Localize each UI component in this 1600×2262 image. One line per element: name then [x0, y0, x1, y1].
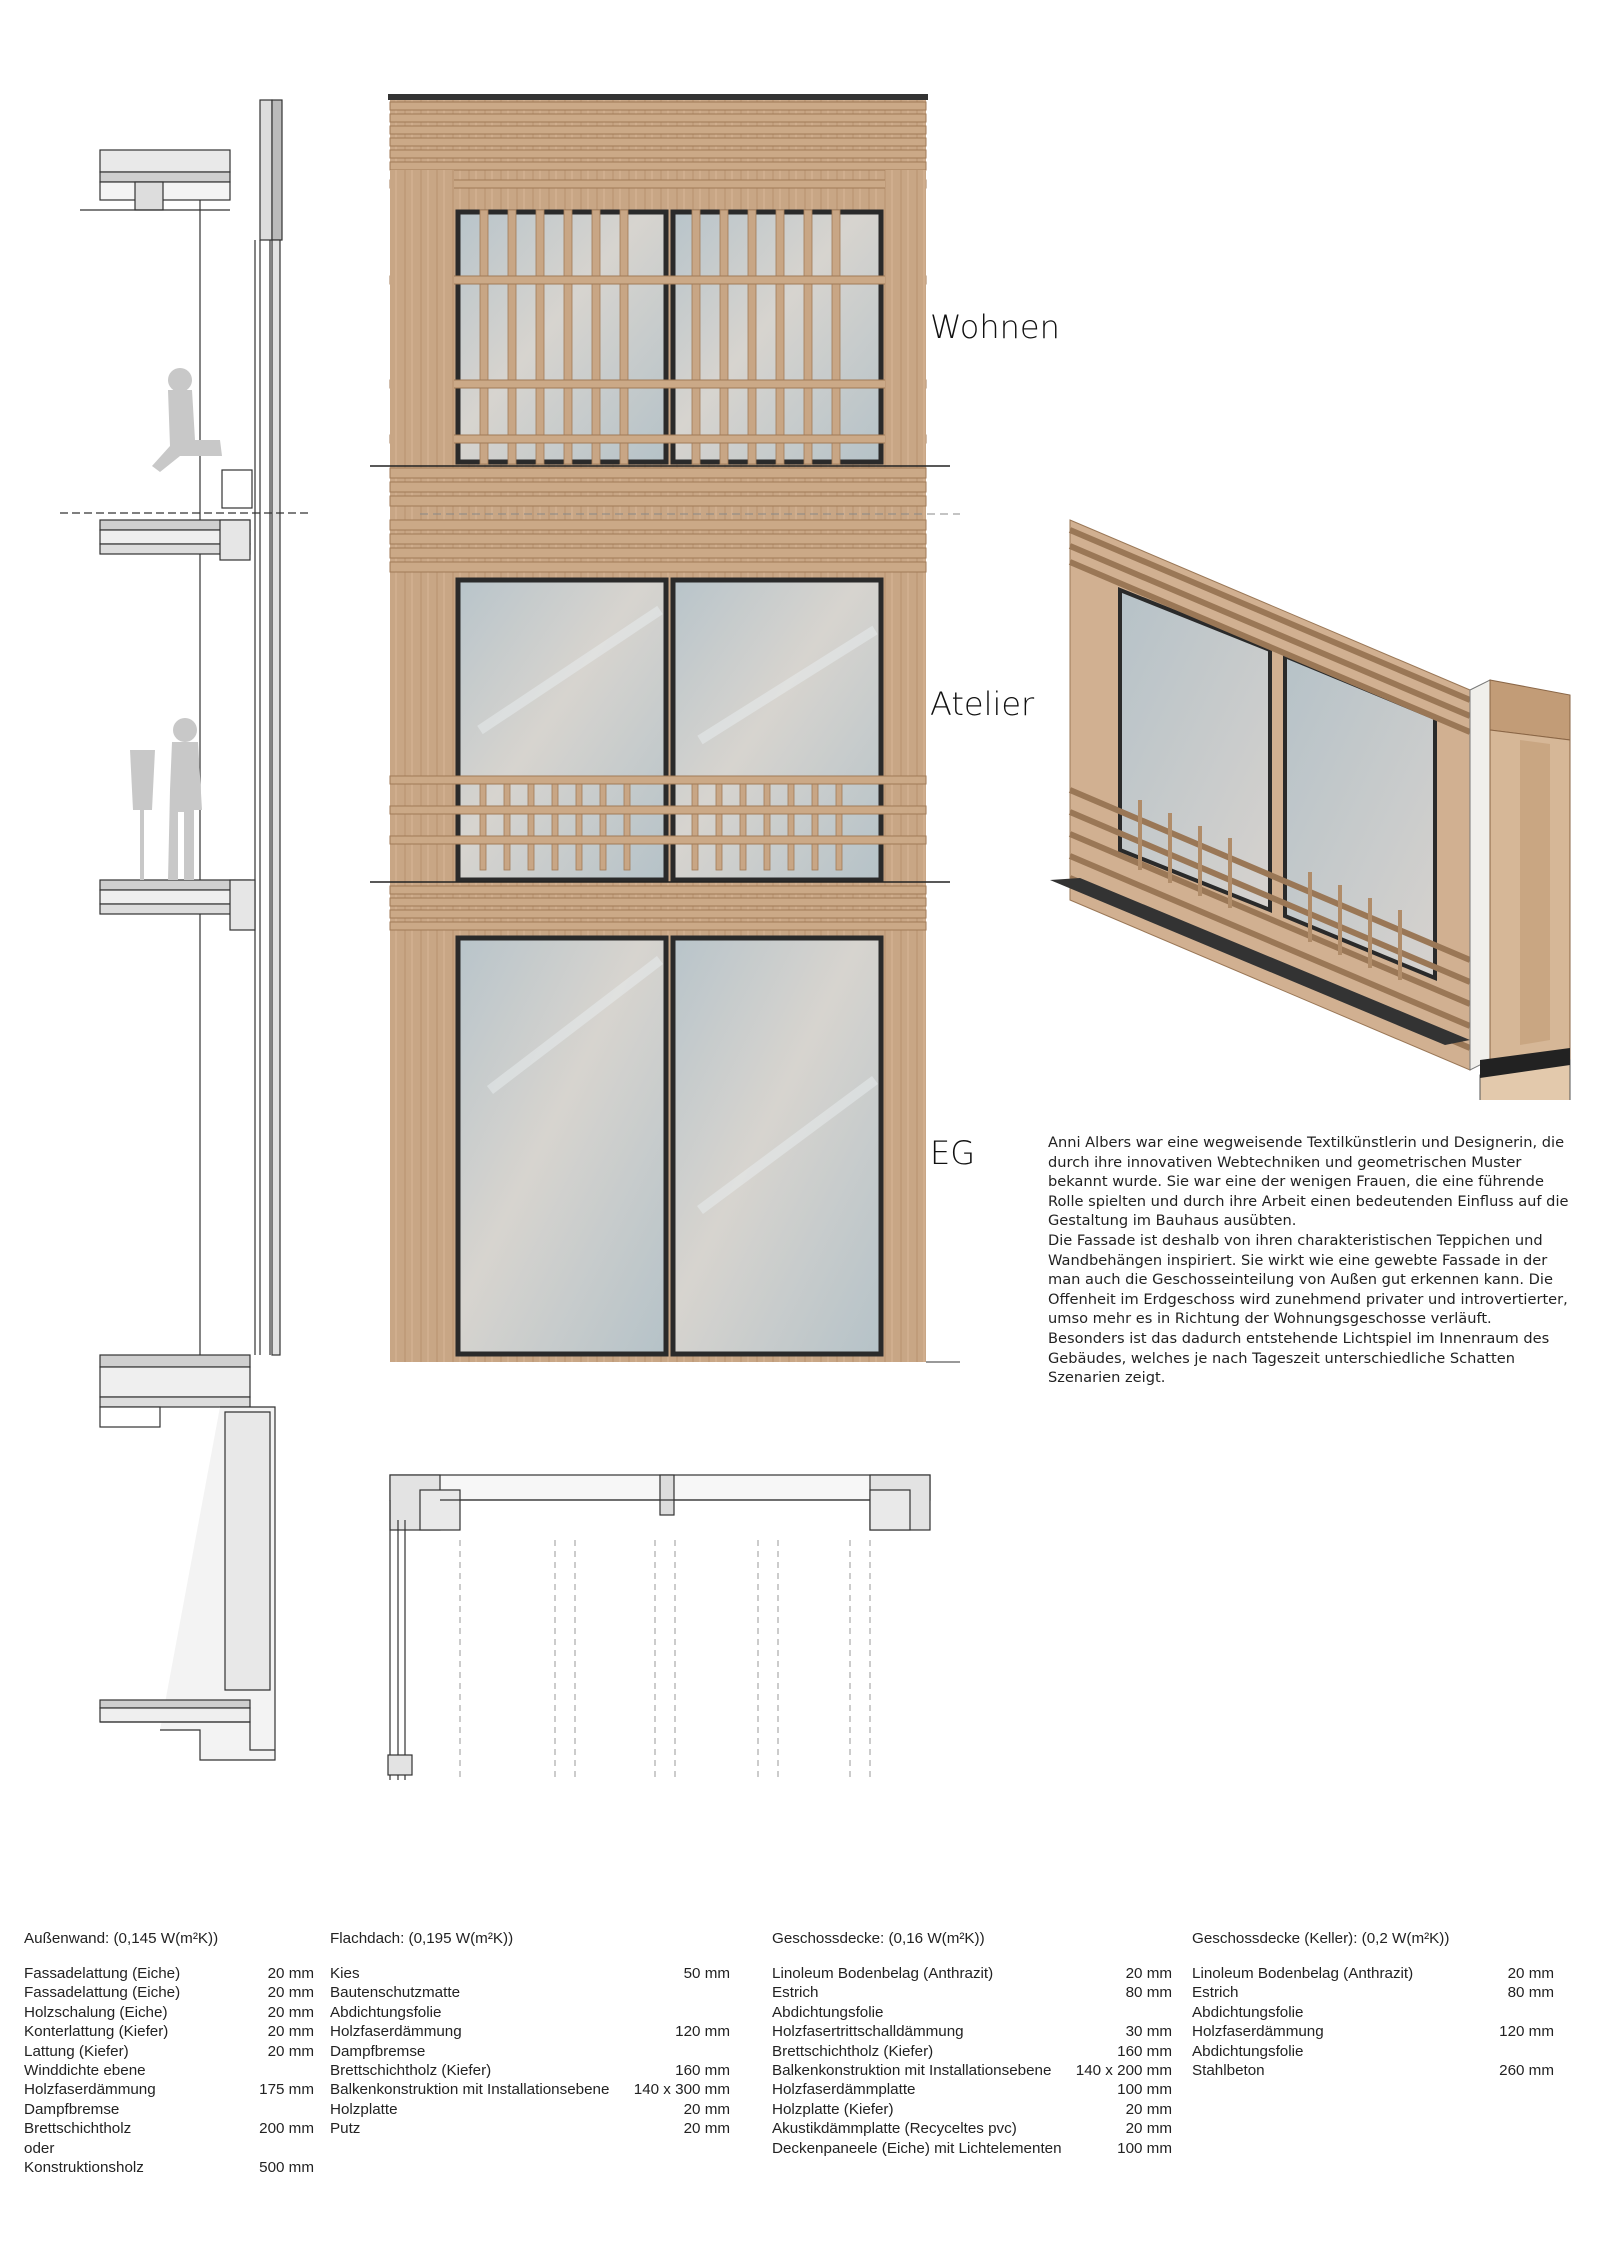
- layer-value: 20 mm: [1125, 2100, 1172, 2118]
- layer-row: [24, 2042, 314, 2061]
- layer-row: [330, 2061, 730, 2080]
- layer-row: [1192, 1983, 1554, 2002]
- layer-name: Linoleum Bodenbelag (Anthrazit): [772, 1965, 994, 1982]
- layer-row: [330, 1983, 730, 2002]
- description-paragraph: Besonders ist das dadurch entstehende Lichtspiel im Innenraum des Gebäudes, welches je nach Tageszeit unterschiedliche Schatten Szenarien zeigt.: [1048, 1329, 1550, 1387]
- layers-title: Geschossdecke: (0,16 W(m²K)): [772, 1930, 985, 1947]
- layer-name: Balkenkonstruktion mit Installationsebene: [330, 2081, 610, 2099]
- layer-row: [1192, 1964, 1554, 1983]
- layer-row: [330, 2003, 730, 2022]
- layers-floor-slab: [772, 1930, 1172, 2158]
- layer-value: 100 mm: [1117, 2081, 1172, 2099]
- layer-value: 120 mm: [675, 2023, 730, 2041]
- layer-row: [330, 2100, 730, 2119]
- layer-row: [330, 2022, 730, 2041]
- layer-row: [330, 2080, 730, 2099]
- layer-value: 140 x 300 mm: [633, 2081, 730, 2099]
- layer-row: [24, 2100, 314, 2119]
- layer-name: Brettschichtholz (Kiefer): [772, 2042, 934, 2060]
- layer-value: 160 mm: [1117, 2042, 1172, 2060]
- layer-row: [24, 1983, 314, 2002]
- layer-name: Bautenschutzmatte: [330, 1984, 461, 2002]
- layer-row: [24, 2119, 314, 2138]
- layer-name: Estrich: [772, 1984, 819, 2002]
- layer-name: Putz: [330, 2120, 361, 2138]
- layer-row: [1192, 2003, 1554, 2022]
- layer-name: Winddichte ebene: [24, 2061, 146, 2079]
- layer-row: [772, 2061, 1172, 2080]
- layer-value: 20 mm: [1125, 2120, 1172, 2138]
- layers-basement-slab: [1192, 1930, 1554, 2080]
- layer-row: [330, 2042, 730, 2061]
- layer-name: Akustikdämmplatte (Recyceltes pvc): [772, 2120, 1017, 2138]
- axonometric-detail: [1050, 500, 1590, 1100]
- floor-label-upper: Wohnen: [930, 308, 1060, 346]
- layer-value: 20 mm: [1507, 1965, 1554, 1982]
- layer-row: [1192, 2022, 1554, 2041]
- layer-row: [772, 1964, 1172, 1983]
- floor-label-ground: EG: [930, 1134, 976, 1172]
- layers-exterior-wall: [24, 1930, 314, 2177]
- layer-value: 160 mm: [675, 2061, 730, 2079]
- layer-value: 30 mm: [1125, 2023, 1172, 2041]
- layer-name: Holzfaserdämmplatte: [772, 2081, 916, 2099]
- layer-name: Balkenkonstruktion mit Installationsebene: [772, 2061, 1052, 2079]
- facade-elevation: [370, 90, 960, 1370]
- floor-label-middle: Atelier: [930, 685, 1035, 723]
- layer-name: Abdichtungsfolie: [1192, 2042, 1304, 2060]
- layers-title: Außenwand: (0,145 W(m²K)): [24, 1930, 219, 1947]
- layer-name: Stahlbeton: [1192, 2061, 1265, 2079]
- layer-value: 20 mm: [267, 1965, 314, 1982]
- layer-value: 175 mm: [259, 2081, 314, 2099]
- layer-value: 20 mm: [267, 2003, 314, 2021]
- description-text: [1048, 1133, 1580, 1388]
- layer-value: 500 mm: [259, 2158, 314, 2176]
- layer-value: 50 mm: [683, 1965, 730, 1982]
- layer-row: [1192, 2061, 1554, 2080]
- layer-name: Abdichtungsfolie: [330, 2003, 442, 2021]
- layer-name: Fassadelattung (Eiche): [24, 1984, 181, 2002]
- layer-name: Dampfbremse: [330, 2042, 426, 2060]
- layer-value: 80 mm: [1507, 1984, 1554, 2002]
- layer-value: 200 mm: [259, 2120, 314, 2138]
- layer-name: Linoleum Bodenbelag (Anthrazit): [1192, 1965, 1414, 1982]
- layer-value: 100 mm: [1117, 2139, 1172, 2157]
- layer-row: [772, 2003, 1172, 2022]
- layer-name: Konstruktionsholz: [24, 2158, 144, 2176]
- layer-row: [772, 2042, 1172, 2061]
- layer-value: 20 mm: [267, 2042, 314, 2060]
- layer-row: [24, 2158, 314, 2177]
- layer-value: 20 mm: [267, 1984, 314, 2002]
- layer-name: Lattung (Kiefer): [24, 2042, 129, 2060]
- layer-value: 20 mm: [683, 2120, 730, 2138]
- layer-value: 120 mm: [1499, 2023, 1554, 2041]
- layer-name: Abdichtungsfolie: [1192, 2003, 1304, 2021]
- layer-name: Holzplatte: [330, 2100, 398, 2118]
- layer-value: 80 mm: [1125, 1984, 1172, 2002]
- layer-name: Estrich: [1192, 1984, 1239, 2002]
- layer-row: [330, 1964, 730, 1983]
- layer-name: Deckenpaneele (Eiche) mit Lichtelementen: [772, 2139, 1062, 2157]
- layer-name: Brettschichtholz (Kiefer): [330, 2061, 492, 2079]
- layer-name: Dampfbremse: [24, 2100, 120, 2118]
- description-paragraph: Die Fassade ist deshalb von ihren charakteristischen Teppichen und Wandbehängen inspiriert. Sie wirkt wie eine gewebte Fassade in der man auch die Geschosseinteilung von Außen gut erkennen kann. Die Offenheit im Erdgeschoss wird zunehmend privater und introvertierter, umso mehr es in Richtung der Wohnungsgeschosse verläuft.: [1048, 1231, 1568, 1328]
- layer-row: [330, 2119, 730, 2138]
- layer-name: Holzfaserdämmung: [1192, 2023, 1324, 2041]
- layers-flat-roof: [330, 1930, 730, 2139]
- layers-title: Geschossdecke (Keller): (0,2 W(m²K)): [1192, 1930, 1450, 1947]
- description-paragraph: Anni Albers war eine wegweisende Textilkünstlerin und Designerin, die durch ihre innovativen Webtechniken und geometrischen Muster bekannt wurde. Sie war eine der wenigen Frauen, die eine führende Rolle spielten und durch ihre Arbeit einen bedeutenden Einfluss auf die Gestaltung im Bauhaus ausübten.: [1048, 1134, 1569, 1230]
- layer-name: Holzfaserdämmung: [330, 2023, 462, 2041]
- layer-row: [24, 2003, 314, 2022]
- layer-name: Holzplatte (Kiefer): [772, 2100, 894, 2118]
- layer-row: [24, 2061, 314, 2080]
- layer-row: [772, 2119, 1172, 2138]
- layer-row: [24, 1964, 314, 1983]
- layer-row: [772, 2022, 1172, 2041]
- layer-value: 140 x 200 mm: [1075, 2061, 1172, 2079]
- layer-value: 20 mm: [683, 2100, 730, 2118]
- layer-name: Holzfaserdämmung: [24, 2081, 156, 2099]
- layer-value: 20 mm: [1125, 1965, 1172, 1982]
- layer-row: [772, 2080, 1172, 2099]
- layer-row: [24, 2022, 314, 2041]
- layers-title: Flachdach: (0,195 W(m²K)): [330, 1930, 514, 1947]
- layer-name: Brettschichtholz: [24, 2120, 132, 2138]
- layer-row: [772, 1983, 1172, 2002]
- layer-value: 260 mm: [1499, 2061, 1554, 2079]
- layer-row: [772, 2100, 1172, 2119]
- plan-detail-drawing: [380, 1460, 940, 1790]
- layer-row: [24, 2080, 314, 2099]
- layer-name: Holzfasertrittschalldämmung: [772, 2023, 964, 2041]
- layer-row: [24, 2139, 314, 2158]
- layer-name: Fassadelattung (Eiche): [24, 1965, 181, 1982]
- layer-value: 20 mm: [267, 2023, 314, 2041]
- layer-name: Holzschalung (Eiche): [24, 2003, 168, 2021]
- layer-name: Abdichtungsfolie: [772, 2003, 884, 2021]
- layer-name: Konterlattung (Kiefer): [24, 2023, 169, 2041]
- layer-name: oder: [24, 2139, 55, 2157]
- layer-name: Kies: [330, 1965, 360, 1982]
- layer-row: [1192, 2042, 1554, 2061]
- wall-section-drawing: [60, 90, 310, 1790]
- layer-row: [772, 2139, 1172, 2158]
